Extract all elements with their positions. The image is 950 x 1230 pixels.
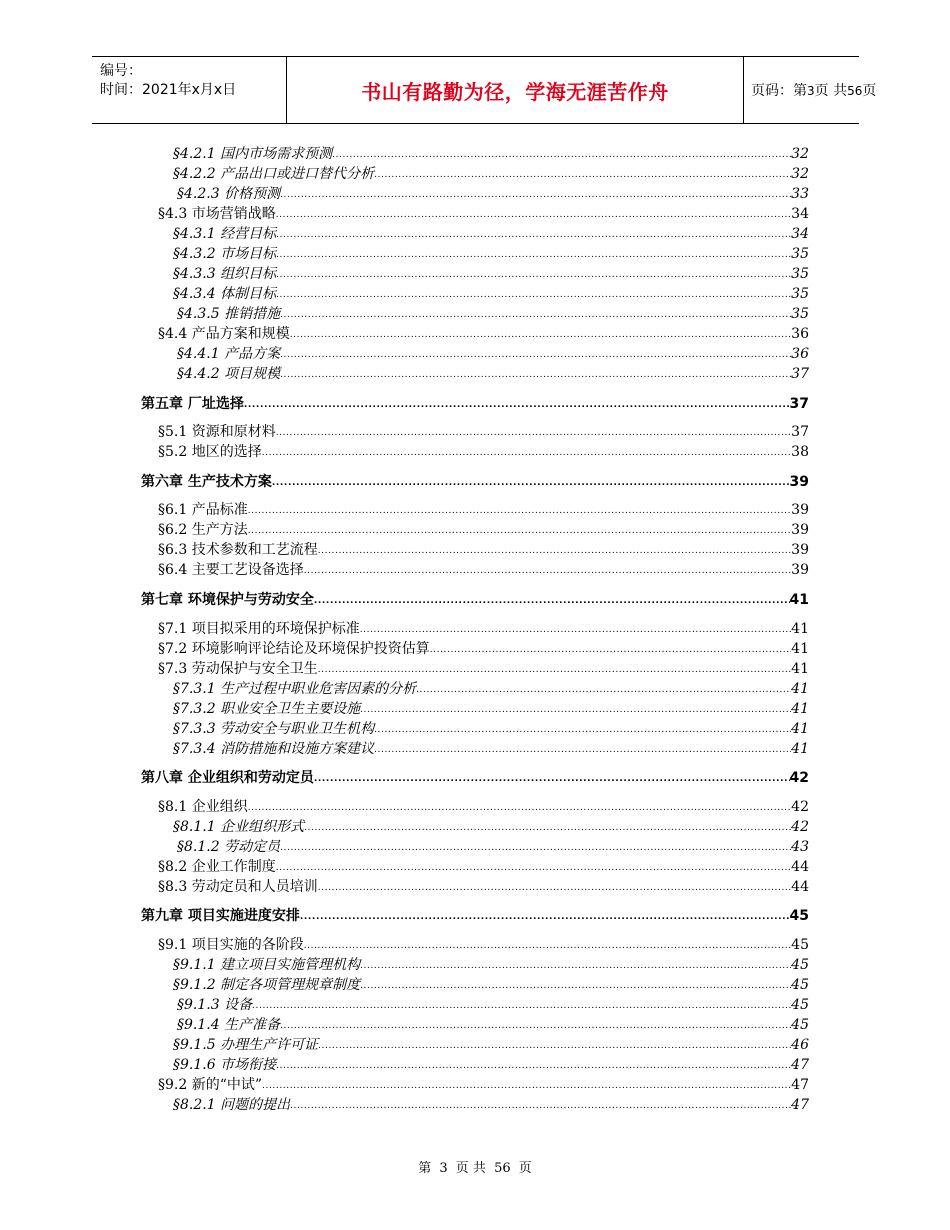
toc-dot-leader <box>290 1095 791 1115</box>
toc-entry-row[interactable] <box>158 560 809 580</box>
toc-entry-title: §4.3.1 经营目标 <box>173 226 277 242</box>
toc-entry-row[interactable] <box>158 659 809 679</box>
toc-entry-row[interactable] <box>158 619 809 639</box>
toc-dot-leader <box>280 364 791 384</box>
toc-dot-leader <box>276 244 791 264</box>
toc-page-number: 43 <box>791 839 809 855</box>
toc-page-number: 41 <box>791 721 809 737</box>
toc-entry-row[interactable] <box>177 304 809 324</box>
toc-entry-row[interactable] <box>177 184 809 204</box>
toc-entry-title: §4.2.3 价格预测 <box>177 186 281 202</box>
toc-entry-row[interactable] <box>173 817 809 837</box>
toc-entry-row[interactable] <box>173 244 809 264</box>
toc-entry-row[interactable] <box>158 520 809 540</box>
toc-dot-leader <box>248 797 791 817</box>
toc-entry-row[interactable] <box>177 1015 809 1035</box>
toc-dot-leader <box>248 500 791 520</box>
toc-page-number: 35 <box>791 246 809 262</box>
toc-page-number: 41 <box>791 621 809 637</box>
toc-page-number: 44 <box>791 879 809 895</box>
toc-entry-title: 第七章 环境保护与劳动安全 <box>141 592 314 608</box>
toc-entry-row[interactable] <box>173 144 809 164</box>
footer-middle: 页 共 <box>455 1161 486 1176</box>
toc-entry-title: §9.1.3 设备 <box>177 997 253 1013</box>
toc-dot-leader <box>280 304 791 324</box>
header-page-middle: 页 共 <box>814 83 848 99</box>
toc-entry-title: §7.3.1 生产过程中职业危害因素的分析 <box>173 681 417 697</box>
toc-page-number: 36 <box>791 346 809 362</box>
toc-page-number: 35 <box>791 306 809 322</box>
toc-entry-title: §4.4.2 项目规模 <box>177 366 281 382</box>
toc-page-number: 33 <box>791 186 809 202</box>
toc-dot-leader <box>262 442 791 462</box>
toc-page-number: 44 <box>791 859 809 875</box>
toc-entry-title: §8.1.2 劳动定员 <box>177 839 281 855</box>
toc-dot-leader <box>318 1035 791 1055</box>
toc-page-number: 39 <box>791 542 809 558</box>
toc-page-number: 45 <box>791 977 809 993</box>
toc-entry-title: §6.2 生产方法 <box>158 522 248 538</box>
toc-page-number: 47 <box>791 1077 809 1093</box>
toc-entry-row[interactable] <box>177 344 809 364</box>
serial-number-label: 编号： <box>100 63 142 79</box>
toc-entry-title: 第五章 厂址选择 <box>141 396 244 412</box>
toc-entry-row[interactable] <box>173 1095 809 1115</box>
toc-dot-leader <box>360 699 791 719</box>
toc-entry-row[interactable] <box>173 739 809 759</box>
toc-entry-title: §9.2 新的“中试” <box>158 1077 263 1093</box>
toc-page-number: 37 <box>791 424 809 440</box>
toc-entry-row[interactable] <box>158 1075 809 1095</box>
toc-entry-title: §4.3.2 市场目标 <box>173 246 277 262</box>
toc-entry-title: §7.3.4 消防措施和设施方案建议 <box>173 741 375 757</box>
toc-entry-title: §4.3.5 推销措施 <box>177 306 281 322</box>
toc-entry-row[interactable] <box>158 442 809 462</box>
toc-entry-row[interactable] <box>158 500 809 520</box>
header-page-prefix: 页码：第 <box>751 83 807 99</box>
toc-dot-leader <box>280 1015 791 1035</box>
toc-entry-row[interactable] <box>158 877 809 897</box>
toc-dot-leader <box>318 540 791 560</box>
toc-dot-leader <box>304 817 791 837</box>
toc-entry-row[interactable] <box>158 935 809 955</box>
toc-page-number: 37 <box>789 396 809 412</box>
toc-entry-row[interactable] <box>173 699 809 719</box>
toc-entry-title: §4.3.3 组织目标 <box>173 266 277 282</box>
toc-dot-leader <box>304 935 791 955</box>
toc-page-number: 47 <box>791 1057 809 1073</box>
toc-entry-title: §4.3 市场营销战略 <box>158 206 276 222</box>
toc-entry-row[interactable] <box>158 797 809 817</box>
toc-entry-title: 第九章 项目实施进度安排 <box>141 908 300 924</box>
toc-dot-leader <box>276 204 791 224</box>
toc-entry-title: §9.1.2 制定各项管理规章制度 <box>173 977 361 993</box>
toc-entry-row[interactable] <box>173 224 809 244</box>
toc-page-number: 34 <box>791 206 809 222</box>
toc-entry-row[interactable] <box>177 837 809 857</box>
toc-page-number: 41 <box>791 741 809 757</box>
toc-page-number: 39 <box>791 522 809 538</box>
toc-page-number: 39 <box>789 474 809 490</box>
toc-dot-leader <box>360 955 791 975</box>
toc-entry-title: §7.1 项目拟采用的环境保护标准 <box>158 621 360 637</box>
toc-page-number: 42 <box>789 770 809 786</box>
header-page-suffix: 页 <box>862 83 877 99</box>
toc-dot-leader <box>290 324 791 344</box>
toc-entry-title: §8.2.1 问题的提出 <box>173 1097 291 1113</box>
toc-entry-title: §6.4 主要工艺设备选择 <box>158 562 304 578</box>
toc-dot-leader <box>244 394 790 414</box>
toc-entry-row[interactable] <box>173 975 809 995</box>
toc-dot-leader <box>318 877 791 897</box>
toc-dot-leader <box>374 719 791 739</box>
toc-page-number: 45 <box>789 908 809 924</box>
toc-page-number: 45 <box>791 997 809 1013</box>
toc-page-number: 32 <box>791 166 809 182</box>
footer-suffix: 页 <box>518 1161 532 1176</box>
toc-dot-leader <box>276 264 791 284</box>
toc-entry-title: 第八章 企业组织和劳动定员 <box>141 770 314 786</box>
toc-page-number: 39 <box>791 562 809 578</box>
toc-entry-title: §4.2.2 产品出口或进口替代分析 <box>173 166 375 182</box>
toc-entry-title: §7.3.2 职业安全卫生主要设施 <box>173 701 361 717</box>
toc-page-number: 45 <box>791 957 809 973</box>
toc-page-number: 45 <box>791 1017 809 1033</box>
toc-dot-leader <box>262 1075 791 1095</box>
toc-entry-row[interactable] <box>173 1035 809 1055</box>
toc-entry-title: §9.1.4 生产准备 <box>177 1017 281 1033</box>
toc-dot-leader <box>374 164 791 184</box>
toc-dot-leader <box>416 679 791 699</box>
toc-dot-leader <box>276 224 791 244</box>
footer-page-total: 56 <box>494 1161 511 1176</box>
toc-entry-title: §8.3 劳动定员和人员培训 <box>158 879 318 895</box>
toc-dot-leader <box>272 472 790 492</box>
toc-entry-row[interactable] <box>158 324 809 344</box>
toc-page-number: 41 <box>791 661 809 677</box>
toc-dot-leader <box>314 590 790 610</box>
toc-entry-row[interactable] <box>158 422 809 442</box>
toc-chapter-row[interactable] <box>141 590 809 610</box>
toc-dot-leader <box>430 639 791 659</box>
toc-dot-leader <box>276 1055 791 1075</box>
toc-entry-row[interactable] <box>173 284 809 304</box>
motto-text: 书山有路勤为径，学海无涯苦作舟 <box>361 79 669 104</box>
toc-entry-title: §7.2 环境影响评论结论及环境保护投资估算 <box>158 641 430 657</box>
toc-entry-title: §9.1.5 办理生产许可证 <box>173 1037 319 1053</box>
toc-entry-title: §4.4 产品方案和规模 <box>158 326 290 342</box>
toc-dot-leader <box>318 659 791 679</box>
toc-entry-row[interactable] <box>173 719 809 739</box>
toc-entry-title: §6.1 产品标准 <box>158 502 248 518</box>
toc-dot-leader <box>374 739 791 759</box>
toc-page-number: 38 <box>791 444 809 460</box>
toc-entry-title: §8.1 企业组织 <box>158 799 248 815</box>
toc-entry-row[interactable] <box>173 1055 809 1075</box>
toc-entry-title: §9.1.6 市场衔接 <box>173 1057 277 1073</box>
toc-page-number: 41 <box>789 592 809 608</box>
toc-dot-leader <box>360 619 791 639</box>
toc-page-number: 41 <box>791 681 809 697</box>
toc-entry-title: 第六章 生产技术方案 <box>141 474 272 490</box>
toc-dot-leader <box>252 995 791 1015</box>
footer-page-number: 3 <box>439 1161 448 1176</box>
date-label: 时间：2021年x月x日 <box>100 82 237 98</box>
toc-entry-row[interactable] <box>177 364 809 384</box>
toc-dot-leader <box>300 906 790 926</box>
toc-page-number: 41 <box>791 701 809 717</box>
toc-entry-title: §7.3 劳动保护与安全卫生 <box>158 661 318 677</box>
toc-entry-title: §4.2.1 国内市场需求预测 <box>173 146 333 162</box>
toc-page-number: 46 <box>791 1037 809 1053</box>
toc-page-number: 45 <box>791 937 809 953</box>
toc-chapter-row[interactable] <box>141 394 809 414</box>
toc-entry-title: §8.1.1 企业组织形式 <box>173 819 305 835</box>
header-page-total: 56 <box>847 84 863 98</box>
toc-entry-title: §4.4.1 产品方案 <box>177 346 281 362</box>
toc-page-number: 42 <box>791 799 809 815</box>
toc-page-number: 41 <box>791 641 809 657</box>
footer-prefix: 第 <box>418 1161 432 1176</box>
toc-entry-row[interactable] <box>173 264 809 284</box>
toc-dot-leader <box>332 144 791 164</box>
toc-entry-row[interactable] <box>173 679 809 699</box>
toc-entry-row[interactable] <box>173 955 809 975</box>
toc-entry-row[interactable] <box>177 995 809 1015</box>
toc-page-number: 37 <box>791 366 809 382</box>
toc-entry-row[interactable] <box>158 204 809 224</box>
toc-entry-row[interactable] <box>173 164 809 184</box>
toc-chapter-row[interactable] <box>141 768 809 788</box>
toc-entry-title: §5.2 地区的选择 <box>158 444 262 460</box>
toc-page-number: 34 <box>791 226 809 242</box>
toc-page-number: 36 <box>791 326 809 342</box>
toc-entry-title: §8.2 企业工作制度 <box>158 859 276 875</box>
toc-dot-leader <box>276 857 791 877</box>
toc-dot-leader <box>304 560 791 580</box>
toc-dot-leader <box>276 422 791 442</box>
toc-dot-leader <box>280 344 791 364</box>
toc-entry-title: §9.1.1 建立项目实施管理机构 <box>173 957 361 973</box>
toc-dot-leader <box>248 520 791 540</box>
toc-page-number: 42 <box>791 819 809 835</box>
toc-chapter-row[interactable] <box>141 906 809 926</box>
toc-chapter-row[interactable] <box>141 472 809 492</box>
toc-dot-leader <box>360 975 791 995</box>
toc-page-number: 47 <box>791 1097 809 1113</box>
toc-dot-leader <box>280 184 791 204</box>
toc-entry-row[interactable] <box>158 857 809 877</box>
toc-entry-title: §9.1 项目实施的各阶段 <box>158 937 304 953</box>
toc-entry-title: §6.3 技术参数和工艺流程 <box>158 542 318 558</box>
toc-entry-row[interactable] <box>158 540 809 560</box>
toc-dot-leader <box>314 768 790 788</box>
toc-entry-row[interactable] <box>158 639 809 659</box>
toc-entry-title: §5.1 资源和原材料 <box>158 424 276 440</box>
header-page-number: 3 <box>807 84 815 98</box>
toc-dot-leader <box>276 284 791 304</box>
page-footer <box>0 1157 950 1176</box>
toc-page-number: 32 <box>791 146 809 162</box>
toc-entry-title: §7.3.3 劳动安全与职业卫生机构 <box>173 721 375 737</box>
toc-entry-title: §4.3.4 体制目标 <box>173 286 277 302</box>
toc-dot-leader <box>280 837 791 857</box>
toc-page-number: 35 <box>791 286 809 302</box>
toc-page-number: 39 <box>791 502 809 518</box>
toc-page-number: 35 <box>791 266 809 282</box>
